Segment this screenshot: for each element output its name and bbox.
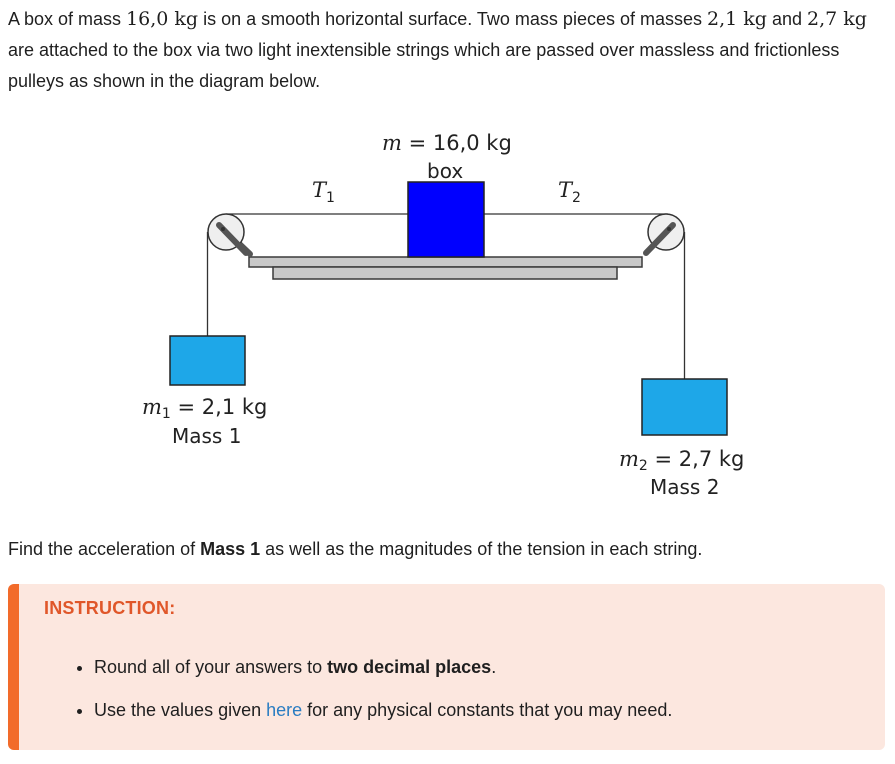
box	[408, 182, 484, 257]
question-part: Find the acceleration of	[8, 539, 201, 559]
right-pulley-icon	[646, 214, 684, 253]
mass-1-block	[170, 336, 245, 385]
box-label: box	[427, 159, 464, 183]
tension-2-label: $T_2$	[558, 178, 581, 206]
mass-1-label: m1 = 2,1 kg	[142, 395, 268, 422]
instruction-item: • Use the values given here for any physical constants that you may need.	[94, 689, 672, 732]
unit-kg: kg	[168, 8, 199, 30]
table-base	[273, 267, 617, 279]
intro-text: are attached to the box via two light inextensible strings which are passed over massless and frictionless pulleys as shown in the diagram below.	[8, 40, 840, 91]
mass2-value: 2,7	[806, 8, 838, 30]
constants-link[interactable]: here	[266, 700, 303, 720]
intro-text: is on a smooth horizontal surface. Two mass pieces of masses	[198, 9, 707, 29]
left-pulley-icon	[208, 214, 250, 254]
instruction-title: INSTRUCTION:	[44, 598, 176, 618]
callout-accent-bar	[8, 584, 19, 750]
intro-text: A box of mass	[8, 9, 127, 29]
mass1-value: 2,1	[707, 8, 738, 30]
box-mass-value: 16,0	[126, 8, 169, 30]
box-mass-label: m = 16,0 kg	[382, 131, 512, 155]
mass-1-name: Mass 1	[172, 424, 242, 448]
mass-2-block	[642, 379, 727, 435]
question-emphasis: Mass 1	[200, 539, 261, 559]
intro-text: and	[766, 9, 807, 29]
mass-2-label: m2 = 2,7 kg	[619, 447, 745, 474]
table-top	[249, 257, 642, 267]
unit-kg: kg	[837, 8, 867, 30]
instruction-item: • Round all of your answers to two decimal places.	[94, 646, 672, 689]
tension-1-label: $T_1$	[312, 178, 335, 206]
problem-intro	[8, 4, 888, 97]
instruction-callout	[8, 584, 885, 750]
instruction-list	[52, 646, 672, 732]
question-part: as well as the magnitudes of the tension in each string.	[260, 539, 703, 559]
pulley-diagram	[0, 112, 895, 517]
unit-kg: kg	[737, 8, 767, 30]
mass-2-name: Mass 2	[650, 475, 720, 499]
question-text	[8, 535, 702, 563]
